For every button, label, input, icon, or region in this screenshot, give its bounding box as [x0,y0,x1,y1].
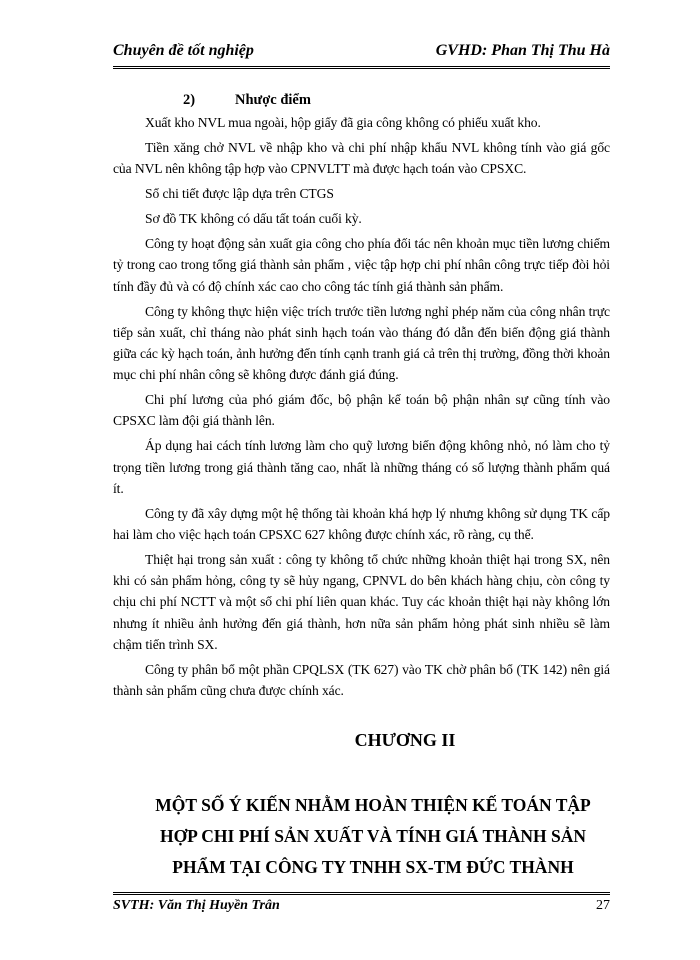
paragraph: Áp dụng hai cách tính lương làm cho quỹ lương biến động không nhỏ, nó làm cho tỷ trọng tiền lương trong giá thành tăng cao, nhất là những tháng có số lượng thành phẩm quá ít. [113,438,610,496]
paragraph: Công ty phân bổ một phần CPQLSX (TK 627) vào TK chờ phân bổ (TK 142) nên giá thành sản phẩm cũng chưa được chính xác. [113,661,610,699]
footer-divider [113,892,610,895]
page-number: 27 [596,898,610,913]
paragraph: Công ty hoạt động sản xuất gia công cho phía đối tác nên khoản mục tiền lương chiếm tỷ trong cao trong tổng giá thành sản phẩm , việc tập hợp chi phí nhân công trực tiếp đòi hỏi tính đầy đủ và có độ chính xác cao cho công tác tính giá thành sản phẩm. [113,236,610,294]
paragraph: Công ty không thực hiện việc trích trước tiền lương nghỉ phép năm của công nhân trực tiếp sản xuất, chỉ tháng nào phát sinh hạch toán vào tháng đó dẫn đến biến động giá thành giữa các kỳ hạch toán, ảnh hưởng đến tính cạnh tranh giá cả trên thị trường, đồng thời khoản mục chi phí nhân công sẽ không được đánh giá đúng. [113,303,610,383]
header-supervisor: GVHD: Phan Thị Thu Hà [435,42,610,59]
chapter-title-line: PHẨM TẠI CÔNG TY TNHH SX-TM ĐỨC THÀNH [172,857,574,877]
chapter-title-line: HỢP CHI PHÍ SẢN XUẤT VÀ TÍNH GIÁ THÀNH SẢN [159,826,587,846]
paragraph: Tiền xăng chở NVL về nhập kho và chi phí nhập khẩu NVL không tính vào giá gốc của NVL nên không tập hợp vào CPNVLTT mà được hạch toán vào CPSXC. [113,140,610,177]
paragraph: Công ty đã xây dựng một hệ thống tài khoản khá hợp lý nhưng không sử dụng TK cấp hai làm cho việc hạch toán CPSXC 627 không được chính xác, rõ ràng, cụ thể. [113,505,610,543]
paragraph: Thiệt hại trong sản xuất : công ty không tổ chức những khoản thiệt hại trong SX, nên khi có sản phẩm hỏng, công ty sẽ hủy ngang, CPNVL do bên khách hàng chịu, còn công ty chịu chi phí NCTT và một số chi phí liên quan khác. Tuy các khoản thiệt hại này không lớn nhưng ít nhiều ảnh hưởng đến giá thành, hơn nữa sản phẩm hỏng phát sinh nhiều sẽ làm chậm tiến trình SX. [113,552,610,652]
chapter-title-line: MỘT SỐ Ý KIẾN NHẰM HOÀN THIỆN KẾ TOÁN TẬP [155,795,591,815]
section-number: 2) [183,92,196,108]
section-heading [183,88,610,112]
footer-author: SVTH: Văn Thị Huyền Trân [113,898,280,913]
paragraph: Xuất kho NVL mua ngoài, hộp giấy đã gia công không có phiếu xuất kho. [145,115,541,130]
chapter-title [113,790,633,883]
section-title: Nhược điểm [235,92,311,108]
paragraph: Sổ chi tiết được lập dựa trên CTGS [145,186,334,202]
main-content [113,88,610,705]
header-document-type: Chuyên đề tốt nghiệp [113,42,254,59]
paragraph: Chi phí lương của phó giám đốc, bộ phận kế toán bộ phận nhân sự cũng tính vào CPSXC làm đội giá thành lên. [113,392,610,429]
chapter-label: CHƯƠNG II [354,730,456,750]
page-header [113,42,610,68]
paragraph: Sơ đồ TK không có dấu tất toán cuối kỳ. [145,211,362,227]
header-divider [113,66,610,69]
page-footer [113,898,610,920]
